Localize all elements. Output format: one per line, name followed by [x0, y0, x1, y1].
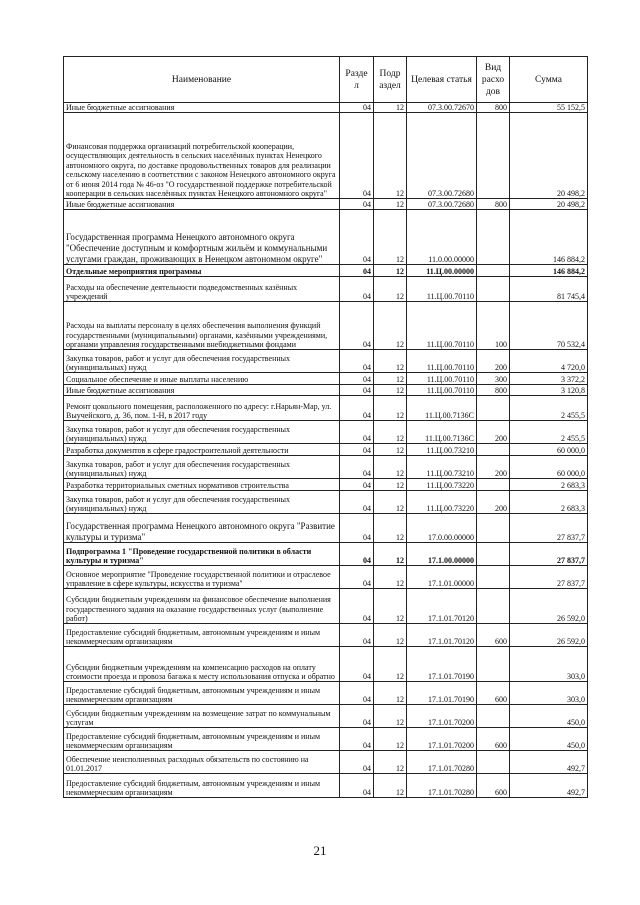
cell-target: 11.Ц.00.70110 [407, 277, 477, 302]
table-row [64, 113, 588, 199]
cell-section: 04 [340, 647, 374, 682]
page-number: 21 [313, 843, 327, 858]
cell-subsection: 12 [374, 103, 407, 113]
cell-name: Субсидии бюджетным учреждениям на возмещение затрат по коммунальным услугам [64, 705, 340, 728]
cell-amount: 2 455,5 [510, 421, 588, 444]
cell-subsection: 12 [374, 265, 407, 277]
table-row [64, 277, 588, 302]
cell-subsection: 12 [374, 373, 407, 385]
cell-subsection: 12 [374, 113, 407, 199]
cell-subsection: 12 [374, 543, 407, 566]
cell-target: 17.1.01.70190 [407, 682, 477, 705]
cell-expense-type [477, 566, 510, 589]
cell-name: Расходы на выплаты персоналу в целях обеспечения выполнения функций государственными (муниципальными) органами, казёнными учреждениями, органами управления государственными внебюджетными фондами [64, 302, 340, 350]
budget-table [63, 56, 588, 798]
cell-subsection: 12 [374, 199, 407, 210]
cell-target: 17.1.01.70280 [407, 774, 477, 798]
cell-name: Предоставление субсидий бюджетным, автономным учреждениям и иным некоммерческим организациям [64, 728, 340, 751]
cell-section: 04 [340, 421, 374, 444]
table-row [64, 647, 588, 682]
cell-target: 17.1.01.70120 [407, 589, 477, 624]
cell-name: Государственная программа Ненецкого автономного округа "Развитие культуры и туризма" [64, 514, 340, 543]
table-row [64, 210, 588, 265]
table-row [64, 396, 588, 421]
cell-subsection: 12 [374, 624, 407, 647]
table-row [64, 514, 588, 543]
cell-name: Государственная программа Ненецкого автономного округа "Обеспечение доступным и комфортным жильём и коммунальными услугами граждан, проживающих в Ненецком автономном округе" [64, 210, 340, 265]
cell-target: 17.0.00.00000 [407, 514, 477, 543]
cell-amount: 60 000,0 [510, 456, 588, 479]
cell-amount: 146 884,2 [510, 265, 588, 277]
cell-target: 07.3.00.72680 [407, 199, 477, 210]
cell-expense-type [477, 396, 510, 421]
table-body [64, 103, 588, 798]
cell-expense-type: 800 [477, 385, 510, 396]
cell-section: 04 [340, 774, 374, 798]
cell-expense-type: 200 [477, 456, 510, 479]
cell-expense-type [477, 514, 510, 543]
cell-name: Обеспечение неисполненных расходных обязательств по состоянию на 01.01.2017 [64, 751, 340, 774]
cell-subsection: 12 [374, 491, 407, 514]
cell-name: Иные бюджетные ассигнования [64, 103, 340, 113]
cell-amount: 3 372,2 [510, 373, 588, 385]
cell-target: 17.1.00.00000 [407, 543, 477, 566]
cell-expense-type: 200 [477, 421, 510, 444]
cell-amount: 146 884,2 [510, 210, 588, 265]
cell-expense-type [477, 113, 510, 199]
cell-target: 11.Ц.00.7136С [407, 421, 477, 444]
cell-expense-type: 600 [477, 774, 510, 798]
cell-subsection: 12 [374, 589, 407, 624]
table-row [64, 479, 588, 491]
cell-name: Иные бюджетные ассигнования [64, 385, 340, 396]
cell-name: Разработка документов в сфере градостроительной деятельности [64, 444, 340, 456]
cell-target: 17.1.01.70280 [407, 751, 477, 774]
cell-name: Субсидии бюджетным учреждениям на компенсацию расходов на оплату стоимости проезда и провоза багажа к месту использования отпуска и обратно [64, 647, 340, 682]
cell-subsection: 12 [374, 774, 407, 798]
cell-amount: 20 498,2 [510, 199, 588, 210]
cell-target: 11.Ц.00.7136С [407, 396, 477, 421]
cell-amount: 2 455,5 [510, 396, 588, 421]
table-row [64, 265, 588, 277]
cell-amount: 60 000,0 [510, 444, 588, 456]
cell-amount: 303,0 [510, 647, 588, 682]
cell-subsection: 12 [374, 566, 407, 589]
cell-subsection: 12 [374, 385, 407, 396]
cell-name: Закупка товаров, работ и услуг для обеспечения государственных (муниципальных) нужд [64, 456, 340, 479]
cell-expense-type: 600 [477, 624, 510, 647]
cell-name: Закупка товаров, работ и услуг для обеспечения государственных (муниципальных) нужд [64, 491, 340, 514]
cell-name: Закупка товаров, работ и услуг для обеспечения государственных (муниципальных) нужд [64, 421, 340, 444]
cell-amount: 4 720,0 [510, 350, 588, 373]
cell-subsection: 12 [374, 751, 407, 774]
cell-name: Ремонт цокольного помещения, расположенного по адресу: г.Нарьян-Мар, ул. Выучейского, д. 36, пом. 1-Н, в 2017 году [64, 396, 340, 421]
cell-amount: 27 837,7 [510, 543, 588, 566]
cell-expense-type [477, 277, 510, 302]
table-row [64, 444, 588, 456]
cell-target: 11.Ц.00.73210 [407, 456, 477, 479]
cell-target: 11.Ц.00.73220 [407, 491, 477, 514]
cell-name: Расходы на обеспечение деятельности подведомственных казённых учреждений [64, 277, 340, 302]
cell-section: 04 [340, 302, 374, 350]
cell-section: 04 [340, 566, 374, 589]
cell-section: 04 [340, 210, 374, 265]
table-row [64, 751, 588, 774]
cell-target: 17.1.01.70120 [407, 624, 477, 647]
cell-amount: 450,0 [510, 728, 588, 751]
table-row [64, 456, 588, 479]
table-row [64, 705, 588, 728]
cell-section: 04 [340, 456, 374, 479]
cell-name: Подпрограмма 1 "Проведение государственной политики в области культуры и туризма" [64, 543, 340, 566]
cell-expense-type [477, 751, 510, 774]
cell-amount: 20 498,2 [510, 113, 588, 199]
cell-target: 11.Ц.00.70110 [407, 302, 477, 350]
cell-section: 04 [340, 444, 374, 456]
cell-name: Социальное обеспечение и иные выплаты населению [64, 373, 340, 385]
cell-target: 11.Ц.00.73220 [407, 479, 477, 491]
cell-name: Основное мероприятие "Проведение государственной политики и отраслевое управление в сфере культуры, искусства и туризма" [64, 566, 340, 589]
cell-expense-type [477, 543, 510, 566]
cell-target: 17.1.01.70190 [407, 647, 477, 682]
table-row [64, 491, 588, 514]
cell-subsection: 12 [374, 456, 407, 479]
table-row [64, 199, 588, 210]
table-row [64, 103, 588, 113]
table-row [64, 682, 588, 705]
cell-section: 04 [340, 396, 374, 421]
cell-amount: 27 837,7 [510, 514, 588, 543]
cell-section: 04 [340, 491, 374, 514]
cell-expense-type: 300 [477, 373, 510, 385]
cell-amount: 70 532,4 [510, 302, 588, 350]
cell-section: 04 [340, 728, 374, 751]
cell-section: 04 [340, 543, 374, 566]
table-row [64, 589, 588, 624]
cell-amount: 2 683,3 [510, 479, 588, 491]
cell-section: 04 [340, 589, 374, 624]
cell-subsection: 12 [374, 350, 407, 373]
cell-expense-type: 100 [477, 302, 510, 350]
cell-amount: 27 837,7 [510, 566, 588, 589]
cell-subsection: 12 [374, 396, 407, 421]
cell-section: 04 [340, 265, 374, 277]
budget-sheet [63, 56, 587, 798]
cell-amount: 450,0 [510, 705, 588, 728]
cell-expense-type: 800 [477, 103, 510, 113]
table-row [64, 566, 588, 589]
cell-name: Иные бюджетные ассигнования [64, 199, 340, 210]
table-row [64, 350, 588, 373]
cell-amount: 55 152,5 [510, 103, 588, 113]
table-row [64, 728, 588, 751]
cell-expense-type [477, 265, 510, 277]
table-row [64, 373, 588, 385]
cell-section: 04 [340, 350, 374, 373]
cell-subsection: 12 [374, 514, 407, 543]
cell-name: Разработка территориальных сметных нормативов строительства [64, 479, 340, 491]
cell-name: Закупка товаров, работ и услуг для обеспечения государственных (муниципальных) нужд [64, 350, 340, 373]
cell-amount: 303,0 [510, 682, 588, 705]
cell-expense-type: 200 [477, 491, 510, 514]
cell-expense-type: 600 [477, 682, 510, 705]
cell-expense-type: 200 [477, 350, 510, 373]
cell-subsection: 12 [374, 647, 407, 682]
cell-section: 04 [340, 479, 374, 491]
cell-name: Субсидии бюджетным учреждениям на финансовое обеспечение выполнения государственного задания на оказание государственных услуг (выполнение работ) [64, 589, 340, 624]
header-section: Разде л [340, 57, 374, 103]
cell-name: Финансовая поддержка организаций потребительской кооперации, осуществляющих деятельность в сельских населённых пунктах Ненецкого автономного округа, по доставке продовольственных товаров для реализации сельскому населению в соответствии с законом Ненецкого автономного округа от 6 июня 2014 года № 46-оз "О государственной поддержке потребительской кооперации в сельских населённых пунктах Ненецкого автономного округа" [64, 113, 340, 199]
header-amount: Сумма [510, 57, 588, 103]
cell-subsection: 12 [374, 705, 407, 728]
cell-section: 04 [340, 682, 374, 705]
cell-subsection: 12 [374, 421, 407, 444]
cell-amount: 3 120,8 [510, 385, 588, 396]
cell-amount: 26 592,0 [510, 589, 588, 624]
cell-subsection: 12 [374, 210, 407, 265]
cell-expense-type [477, 647, 510, 682]
cell-target: 11.Ц.00.70110 [407, 385, 477, 396]
cell-section: 04 [340, 199, 374, 210]
cell-target: 07.3.00.72680 [407, 113, 477, 199]
cell-subsection: 12 [374, 444, 407, 456]
cell-section: 04 [340, 277, 374, 302]
cell-amount: 26 592,0 [510, 624, 588, 647]
table-row [64, 774, 588, 798]
cell-expense-type [477, 444, 510, 456]
cell-expense-type [477, 705, 510, 728]
cell-amount: 2 683,3 [510, 491, 588, 514]
table-row [64, 302, 588, 350]
header-expense-type: Вид расхо дов [477, 57, 510, 103]
cell-target: 11.Ц.00.73210 [407, 444, 477, 456]
cell-section: 04 [340, 624, 374, 647]
cell-subsection: 12 [374, 302, 407, 350]
cell-target: 17.1.01.70200 [407, 705, 477, 728]
cell-expense-type: 600 [477, 728, 510, 751]
cell-name: Предоставление субсидий бюджетным, автономным учреждениям и иным некоммерческим организациям [64, 682, 340, 705]
cell-section: 04 [340, 705, 374, 728]
cell-section: 04 [340, 514, 374, 543]
cell-target: 11.Ц.00.70110 [407, 350, 477, 373]
cell-target: 17.1.01.00000 [407, 566, 477, 589]
cell-name: Отдельные мероприятия программы [64, 265, 340, 277]
cell-name: Предоставление субсидий бюджетным, автономным учреждениям и иным некоммерческим организациям [64, 774, 340, 798]
cell-expense-type: 800 [477, 199, 510, 210]
table-row [64, 543, 588, 566]
cell-section: 04 [340, 385, 374, 396]
cell-section: 04 [340, 751, 374, 774]
cell-subsection: 12 [374, 728, 407, 751]
cell-amount: 492,7 [510, 751, 588, 774]
cell-subsection: 12 [374, 277, 407, 302]
cell-section: 04 [340, 103, 374, 113]
cell-target: 17.1.01.70200 [407, 728, 477, 751]
cell-subsection: 12 [374, 479, 407, 491]
cell-amount: 81 745,4 [510, 277, 588, 302]
cell-section: 04 [340, 373, 374, 385]
table-row [64, 421, 588, 444]
cell-amount: 492,7 [510, 774, 588, 798]
cell-name: Предоставление субсидий бюджетным, автономным учреждениям и иным некоммерческим организациям [64, 624, 340, 647]
table-row [64, 385, 588, 396]
cell-expense-type [477, 210, 510, 265]
table-header-row [64, 57, 588, 103]
cell-target: 07.3.00.72670 [407, 103, 477, 113]
cell-expense-type [477, 479, 510, 491]
header-subsection: Подр аздел [374, 57, 407, 103]
cell-subsection: 12 [374, 682, 407, 705]
cell-expense-type [477, 589, 510, 624]
cell-section: 04 [340, 113, 374, 199]
cell-target: 11.Ц.00.70110 [407, 373, 477, 385]
cell-target: 11.Ц.00.00000 [407, 265, 477, 277]
table-row [64, 624, 588, 647]
header-target: Целевая статья [407, 57, 477, 103]
cell-target: 11.0.00.00000 [407, 210, 477, 265]
header-name: Наименование [64, 57, 340, 103]
